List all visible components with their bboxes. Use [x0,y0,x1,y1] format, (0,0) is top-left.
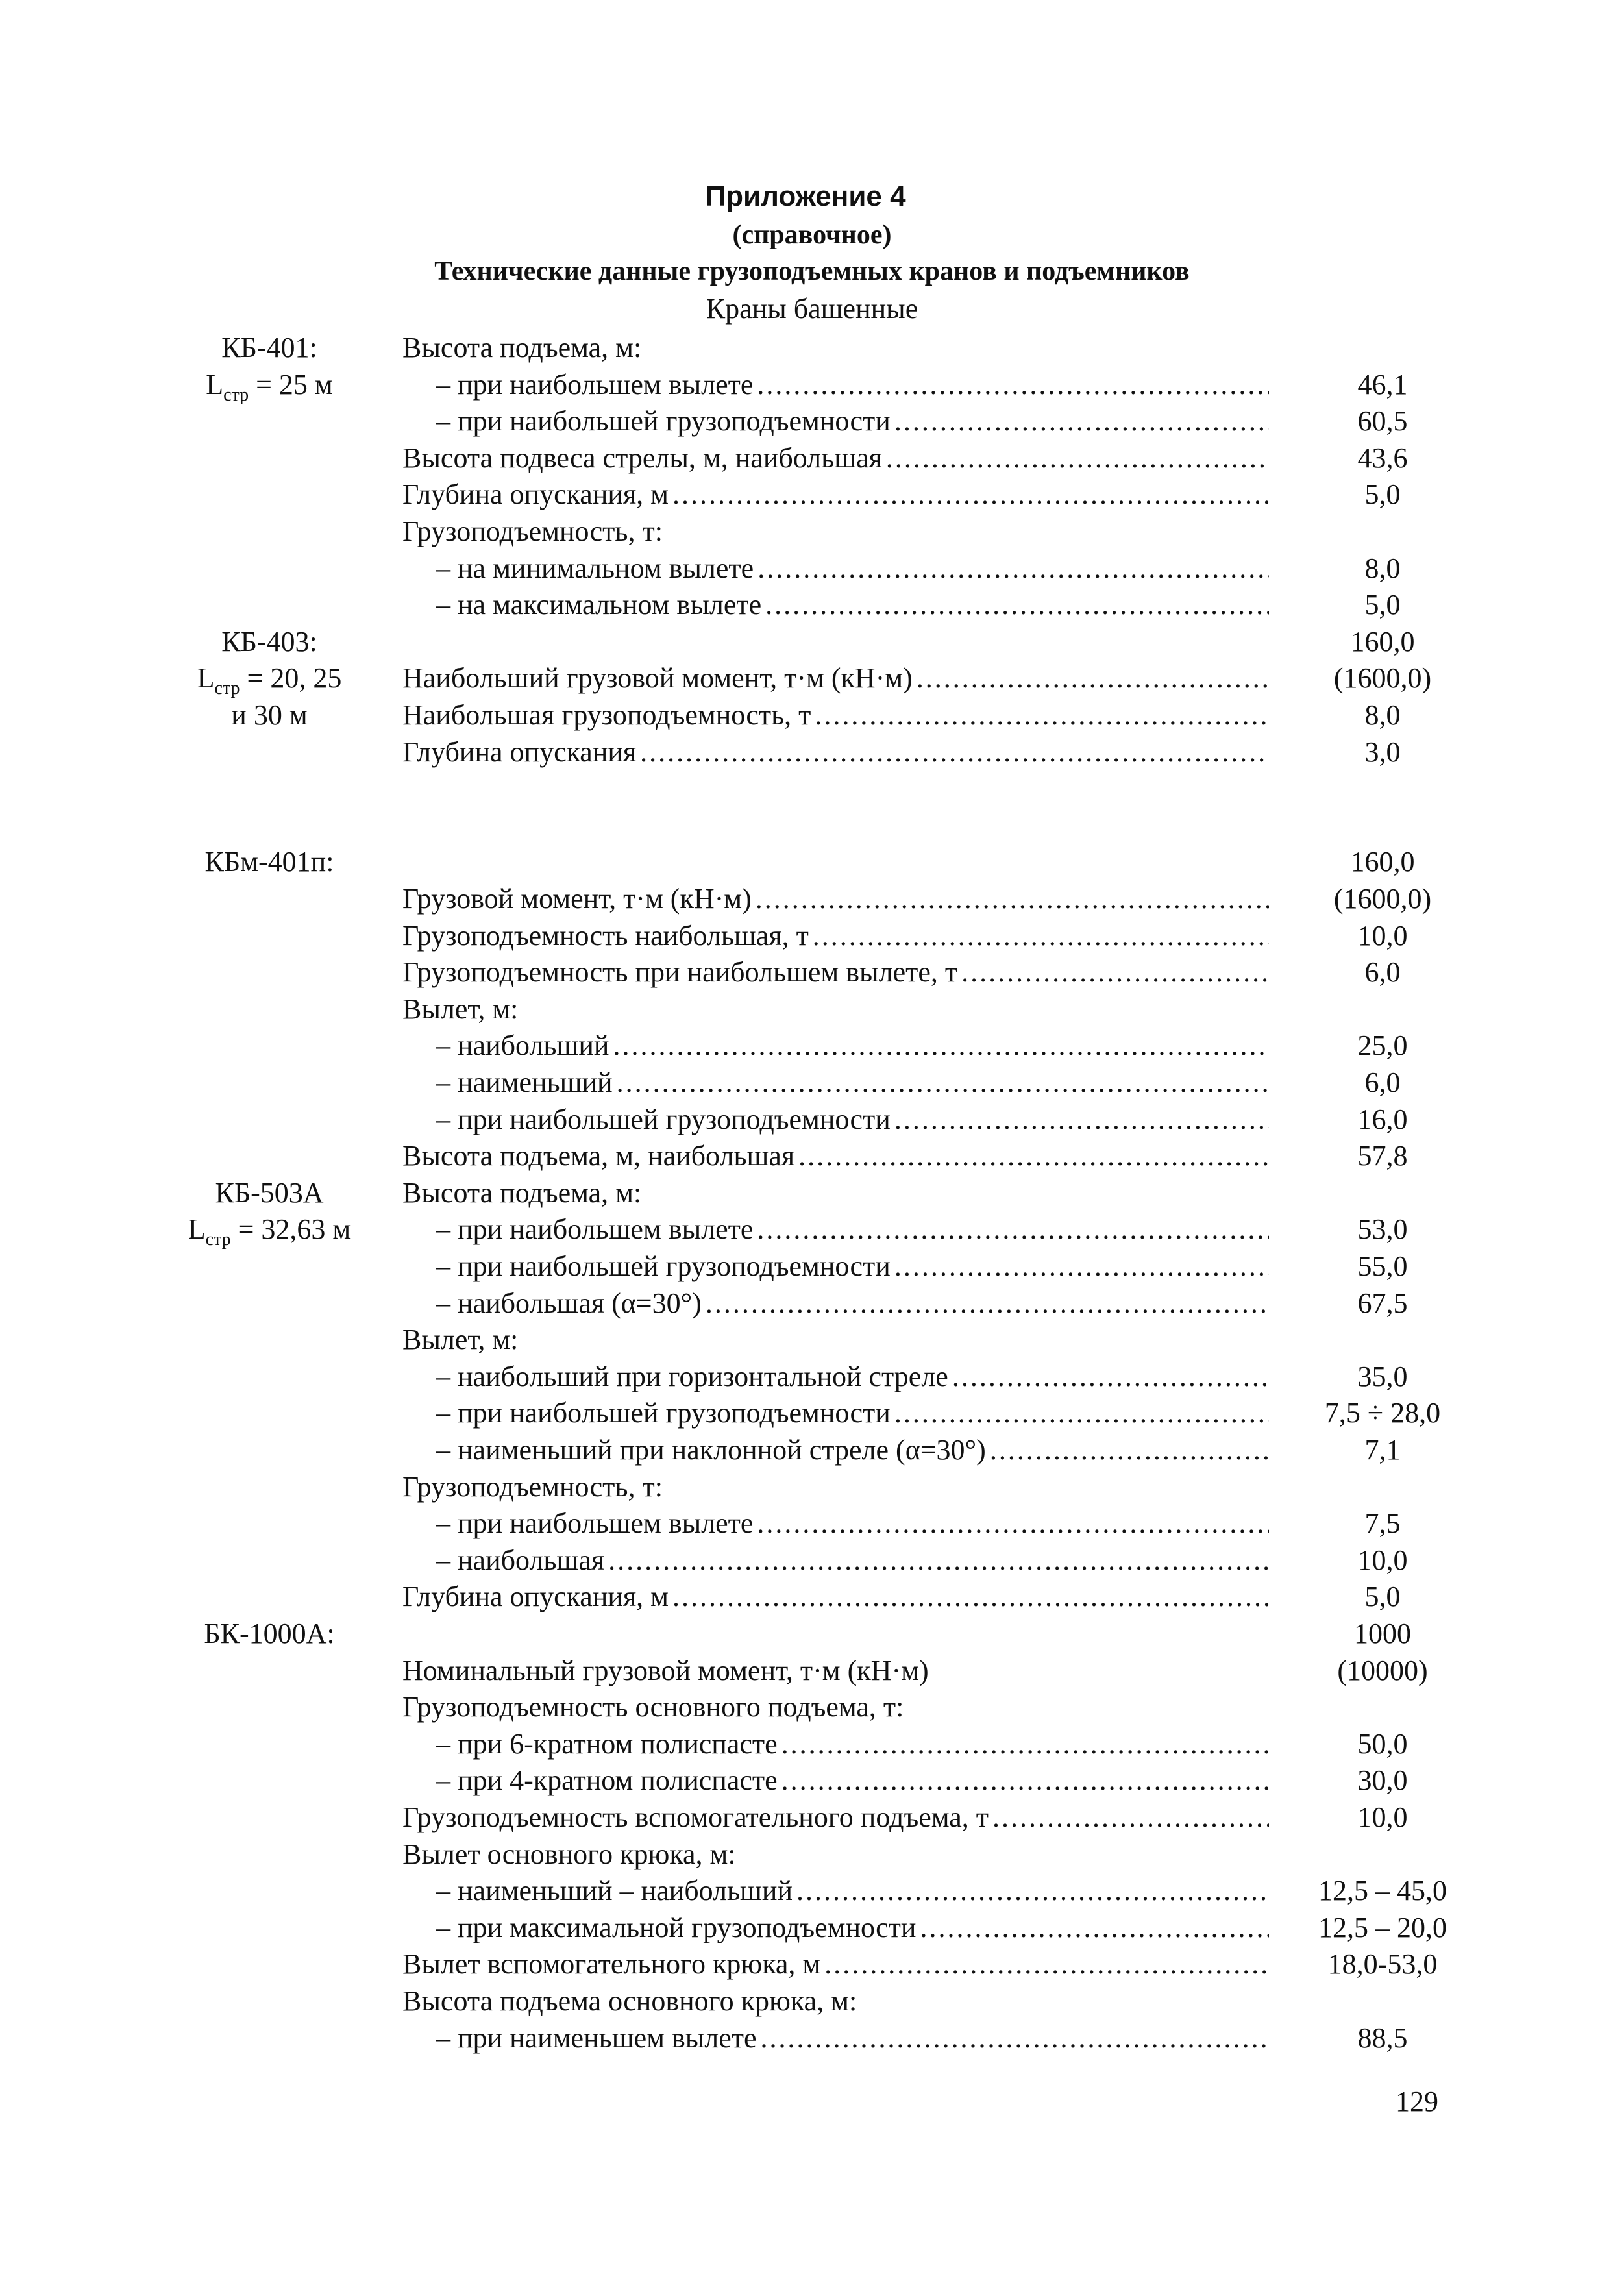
spec-label [436,1065,1269,1101]
boom-length-subscript: стр [223,384,249,405]
spec-label [436,1285,1269,1322]
dot-leader [781,1726,1269,1762]
spec-label [436,550,1269,587]
spec-row [0,881,1624,917]
spec-row [0,660,1624,697]
spec-value: 160,0 [1350,625,1415,658]
appendix-heading: Приложение 4 [705,180,906,212]
spec-value: (1600,0) [1333,883,1432,915]
spec-row [0,1762,1624,1799]
spec-label-text: Грузовой момент, т·м (кН·м) [402,883,752,915]
spec-row [0,440,1624,476]
spec-label-text: Высота подвеса стрелы, м, наибольшая [402,441,882,474]
spec-value: (10000) [1337,1654,1428,1686]
spec-value: 25,0 [1357,1030,1408,1062]
spec-value: 8,0 [1364,699,1401,731]
spec-value: 7,5 [1364,1507,1401,1540]
spacer-row [0,808,1624,844]
dot-leader [917,660,1269,697]
crane-model-label [153,1175,386,1211]
crane-model-label [153,697,386,734]
dot-leader [990,1432,1269,1468]
spec-value: 30,0 [1357,1764,1408,1797]
crane-model-text: КБ-403: [221,625,317,658]
spec-label-text: Грузоподъемность основного подъема, т: [402,1691,904,1723]
spec-row [0,1359,1624,1395]
spec-row [0,1946,1624,1982]
dot-leader [757,1505,1269,1542]
spec-label [402,1469,1269,1505]
boom-length-subscript: стр [214,678,240,699]
spec-label [436,1211,1269,1248]
spec-row [0,991,1624,1028]
spec-label [436,1873,1269,1909]
spec-value: 55,0 [1357,1250,1408,1282]
spec-label [436,367,1269,403]
dot-leader [765,587,1269,623]
spec-label-text: Наибольшая грузоподъемность, т [402,699,811,731]
spec-label-text: – наибольший [436,1030,609,1062]
dot-leader [761,2020,1269,2056]
spec-value: 10,0 [1357,1801,1408,1833]
spec-label-text: – при наибольшем вылете [436,1213,754,1246]
spec-label [402,1799,1269,1836]
boom-length-value: = 20, 25 [240,662,342,695]
spec-row [0,367,1624,403]
dot-leader [894,403,1269,439]
spec-label [402,513,1269,550]
spec-label-text: – наибольшая (α=30°) [436,1287,702,1319]
spec-row [0,1653,1624,1689]
boom-length-subscript: стр [205,1229,231,1250]
spec-value: 16,0 [1357,1103,1408,1135]
spec-label [436,1395,1269,1431]
spec-value: 46,1 [1357,368,1408,401]
dot-leader [672,1579,1269,1615]
spec-label [436,1726,1269,1762]
spec-value: 5,0 [1364,1581,1401,1613]
spec-row [0,2020,1624,2056]
spec-row [0,1285,1624,1322]
spec-label [402,660,1269,697]
spec-row [0,476,1624,513]
spec-row [0,1910,1624,1946]
spec-label-text: Наибольший грузовой момент, т·м (кН·м) [402,662,913,695]
dot-leader [796,1873,1269,1909]
dot-leader [952,1359,1269,1395]
spec-label-text: – наименьший при наклонной стреле (α=30°) [436,1434,986,1466]
spec-row [0,844,1624,880]
dot-leader [706,1285,1269,1322]
spec-label [402,440,1269,476]
spec-row [0,1322,1624,1358]
boom-length-value: = 25 м [249,368,333,401]
spec-row [0,1395,1624,1431]
spec-label [402,881,1269,917]
spec-label [402,1653,1269,1689]
boom-length-value: = 32,63 м [230,1213,351,1246]
crane-model-label [153,1616,386,1652]
spec-value: 1000 [1354,1618,1411,1649]
spacer-row [0,771,1624,807]
spec-label [436,1432,1269,1468]
spec-label-text: Вылет основного крюка, м: [402,1838,736,1870]
dot-leader [992,1799,1269,1836]
spec-row [0,697,1624,734]
spec-label-text: Грузоподъемность наибольшая, т [402,919,809,952]
spec-row [0,1689,1624,1725]
spec-label [436,1102,1269,1138]
spec-value: 35,0 [1357,1360,1408,1392]
spec-label [402,476,1269,513]
dot-leader [672,476,1269,513]
spec-value: 60,5 [1357,405,1408,438]
spec-label [402,1983,1269,2019]
spec-row [0,330,1624,366]
dot-leader [894,1395,1269,1431]
spec-label-text: Номинальный грузовой момент, т·м (кН·м) [402,1654,929,1686]
spec-row [0,1175,1624,1211]
spec-label [436,403,1269,439]
dot-leader [894,1248,1269,1285]
spec-label-text: Вылет, м: [402,993,519,1025]
spec-label-text: Высота подъема, м, наибольшая [402,1140,795,1172]
spec-row [0,1248,1624,1285]
reference-note: (справочное) [732,220,892,250]
spec-label [436,1762,1269,1799]
spec-label-text: Грузоподъемность при наибольшем вылете, т [402,956,958,989]
crane-model-text: КБ-503А [215,1176,324,1209]
spec-label-text: – при наибольшей грузоподъемности [436,1250,891,1282]
spec-label-text: – наименьший – наибольший [436,1875,793,1907]
dot-leader [757,367,1269,403]
spec-value: (1600,0) [1333,662,1432,695]
crane-model-label [153,624,386,660]
document-title: Технические данные грузоподъемных кранов и подъемников [434,256,1190,286]
spec-label-text: – на минимальном вылете [436,552,754,584]
spec-label-text: – при наибольшем вылете [436,1507,754,1540]
spec-row [0,624,1624,660]
spec-label-text: – наибольший при горизонтальной стреле [436,1360,948,1392]
spec-label-text: – наименьший [436,1067,613,1098]
spec-label-text: – при наибольшей грузоподъемности [436,405,891,438]
boom-length-symbol: L [188,1213,206,1246]
spec-row [0,1616,1624,1652]
crane-model-label [153,844,386,880]
spec-row [0,1542,1624,1579]
spec-row [0,1579,1624,1615]
spec-label [436,587,1269,623]
spec-label [402,1175,1269,1211]
spec-label-text: – при 4-кратном полиспасте [436,1764,778,1797]
spec-label [402,918,1269,954]
spec-row [0,918,1624,954]
crane-model-text: БК-1000А: [204,1618,335,1649]
spec-value: 53,0 [1357,1213,1408,1246]
spec-row [0,1432,1624,1468]
spec-row [0,1028,1624,1064]
dot-leader [813,918,1269,954]
spec-label-text: Грузоподъемность, т: [402,1470,663,1503]
spec-row [0,587,1624,623]
spec-row [0,1873,1624,1909]
spec-row [0,1983,1624,2019]
spec-label-text: – при наибольшем вылете [436,368,754,401]
spec-label [402,1689,1269,1725]
spec-row [0,513,1624,550]
spec-row [0,734,1624,771]
spec-label-text: – при наибольшей грузоподъемности [436,1103,891,1135]
spec-label [402,1836,1269,1873]
dot-leader [756,881,1269,917]
page-number: 129 [1396,2086,1438,2117]
spec-row [0,550,1624,587]
spec-value: 12,5 – 45,0 [1318,1875,1447,1907]
spec-value: 88,5 [1357,2021,1408,2054]
section-subtitle: Краны башенные [706,293,918,325]
spec-row [0,1469,1624,1505]
dot-leader [640,734,1269,771]
spec-row [0,1505,1624,1542]
spec-label [436,1505,1269,1542]
spec-value: 50,0 [1357,1727,1408,1760]
spec-value: 67,5 [1357,1287,1408,1319]
spec-row [0,1102,1624,1138]
dot-leader [781,1762,1269,1799]
spec-label [402,1579,1269,1615]
dot-leader [961,954,1269,991]
spec-label [402,991,1269,1028]
spec-value: 18,0-53,0 [1327,1948,1438,1980]
spec-label [436,1910,1269,1946]
spec-row [0,1065,1624,1101]
spec-label-text: Грузоподъемность, т: [402,515,663,547]
spec-label [436,1248,1269,1285]
spec-label [436,1028,1269,1064]
spec-label [402,734,1269,771]
spec-label-text: Грузоподъемность вспомогательного подъема, т [402,1801,989,1833]
boom-length-symbol: L [197,662,215,695]
spec-value: 5,0 [1364,589,1401,621]
spec-value: 10,0 [1357,1544,1408,1576]
spec-value: 160,0 [1350,846,1415,878]
dot-leader [798,1138,1269,1174]
spec-label-text: – наибольшая [436,1544,605,1576]
dot-leader [894,1102,1269,1138]
spec-value: 57,8 [1357,1140,1408,1172]
spec-value: 3,0 [1364,735,1401,768]
spec-value: 7,1 [1364,1434,1401,1466]
spec-label-text: – на максимальном вылете [436,589,762,621]
spec-label [402,697,1269,734]
spec-row [0,954,1624,991]
spec-label-text: Глубина опускания [402,735,637,768]
spec-value: 7,5 ÷ 28,0 [1324,1397,1441,1429]
crane-model-text: и 30 м [231,699,308,731]
spec-row [0,403,1624,439]
spec-label-text: – при наименьшем вылете [436,2021,757,2054]
spec-label-text: Глубина опускания, м [402,1581,669,1613]
dot-leader [920,1910,1269,1946]
spec-value: 43,6 [1357,441,1408,474]
spec-label-text: – при 6-кратном полиспасте [436,1727,778,1760]
crane-model-text: КБм-401п: [204,846,334,878]
dot-leader [886,440,1269,476]
spec-label [436,1542,1269,1579]
dot-leader [757,550,1269,587]
spec-label [436,2020,1269,2056]
spec-row [0,1138,1624,1174]
dot-leader [608,1542,1269,1579]
spec-label [436,1359,1269,1395]
spec-label [402,330,1269,366]
spec-value: 8,0 [1364,552,1401,584]
crane-model-text: КБ-401: [221,332,317,364]
spec-label [402,1946,1269,1982]
spec-row [0,1211,1624,1248]
spec-value: 5,0 [1364,478,1401,511]
spec-label-text: Вылет, м: [402,1324,519,1356]
spec-row [0,1726,1624,1762]
spec-label [402,1138,1269,1174]
crane-model-label [153,330,386,366]
spec-value: 6,0 [1364,956,1401,989]
spec-label-text: – при наибольшей грузоподъемности [436,1397,891,1429]
dot-leader [757,1211,1269,1248]
spec-label-text: Глубина опускания, м [402,478,669,511]
spec-value: 12,5 – 20,0 [1318,1911,1447,1943]
spec-label-text: Высота подъема основного крюка, м: [402,1985,857,2017]
dot-leader [613,1028,1269,1064]
spec-label-text: Высота подъема, м: [402,1176,642,1209]
spec-label-text: – при максимальной грузоподъемности [436,1911,917,1943]
spec-label [402,1322,1269,1358]
spec-label-text: Высота подъема, м: [402,332,642,364]
boom-length-symbol: L [206,368,224,401]
dot-leader [617,1065,1269,1101]
dot-leader [824,1946,1269,1982]
dot-leader [815,697,1269,734]
spec-value: 6,0 [1364,1067,1401,1098]
spec-label-text: Вылет вспомогательного крюка, м [402,1948,821,1980]
spec-row [0,1836,1624,1873]
spec-value: 10,0 [1357,919,1408,952]
spec-label [402,954,1269,991]
spec-row [0,1799,1624,1836]
